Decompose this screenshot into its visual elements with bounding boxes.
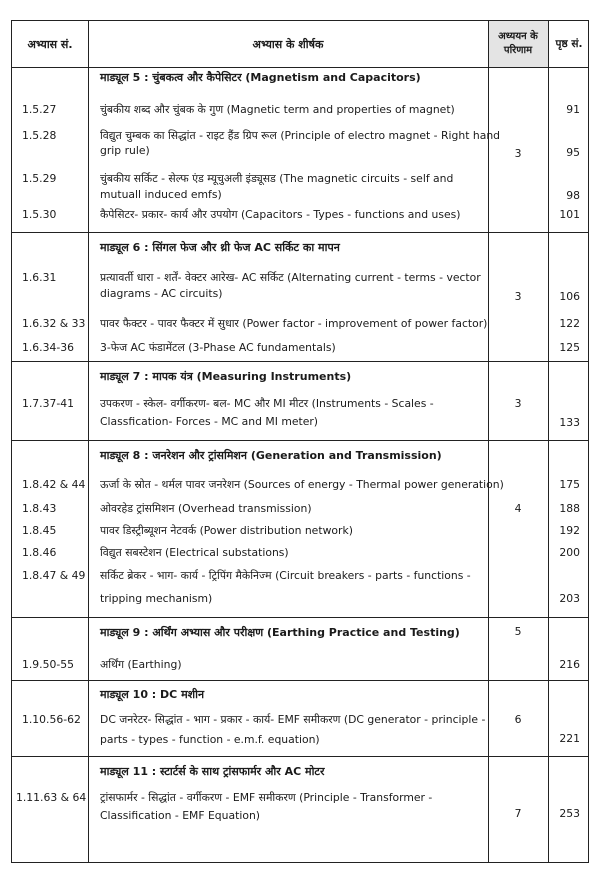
module-8-title: माड्यूल 8 : जनरेशन और ट्रांसमिशन (Generation and Transmission) xyxy=(100,449,442,462)
exercise-no: 1.9.50-55 xyxy=(22,658,74,671)
exercise-title-cont: grip rule) xyxy=(100,144,150,157)
page-number: 91 xyxy=(566,103,580,116)
exercise-title-cont: diagrams - AC circuits) xyxy=(100,287,223,300)
exercise-title-cont: tripping mechanism) xyxy=(100,592,213,605)
page-number: 203 xyxy=(559,592,580,605)
exercise-title-cont: mutuall induced emfs) xyxy=(100,188,222,201)
header-outcome-line2: परिणाम xyxy=(503,45,533,56)
exercise-no: 1.6.32 & 33 xyxy=(22,317,86,330)
learning-outcome: 3 xyxy=(514,397,522,410)
module-11-title: माड्यूल 11 : स्टार्टर्स के साथ ट्रांसफार्मर और AC मोटर xyxy=(100,765,325,778)
exercise-no: 1.11.63 & 64 xyxy=(16,791,87,804)
page-number: 122 xyxy=(559,317,580,330)
exercise-title-cont: Classification - EMF Equation) xyxy=(100,809,261,822)
learning-outcome: 7 xyxy=(514,807,522,820)
learning-outcome: 3 xyxy=(514,147,522,160)
exercise-no: 1.5.29 xyxy=(22,172,57,185)
learning-outcome: 6 xyxy=(514,713,522,726)
header-exercise-no: अभ्यास सं. xyxy=(27,37,73,51)
exercise-no: 1.5.30 xyxy=(22,208,57,221)
learning-outcome: 3 xyxy=(514,290,522,303)
page-number: 106 xyxy=(559,290,580,303)
exercise-title: प्रत्यावर्ती धारा - शर्तें- वेक्टर आरेख- AC सर्किट (Alternating current - terms - vector xyxy=(100,271,481,284)
exercise-title: चुंबकीय सर्किट - सेल्फ एंड म्यूचुअली इंड्यूसड (The magnetic circuits - self and xyxy=(100,172,454,185)
exercise-title: ऊर्जा के स्रोत - थर्मल पावर जनरेशन (Sources of energy - Thermal power generation) xyxy=(100,478,504,491)
page-number: 133 xyxy=(559,416,580,429)
exercise-title: DC जनरेटर- सिद्धांत - भाग - प्रकार - कार्य- EMF समीकरण (DC generator - principle - xyxy=(100,713,486,726)
page-number: 200 xyxy=(559,546,580,559)
page-number: 98 xyxy=(566,189,580,202)
page-number: 175 xyxy=(559,478,580,491)
exercise-no: 1.6.31 xyxy=(22,271,57,284)
header-page-no: पृष्ठ सं. xyxy=(555,38,583,50)
exercise-title: अर्थिंग (Earthing) xyxy=(100,658,182,671)
column-divider xyxy=(88,21,89,862)
learning-outcome: 5 xyxy=(514,625,522,638)
module-7-title: माड्यूल 7 : मापक यंत्र (Measuring Instruments) xyxy=(100,370,352,383)
exercise-title: उपकरण - स्केल- वर्गीकरण- बल- MC और MI मीटर (Instruments - Scales - xyxy=(100,397,434,410)
module-10-title: माड्यूल 10 : DC मशीन xyxy=(100,688,205,701)
exercise-no: 1.8.47 & 49 xyxy=(22,569,86,582)
row-divider xyxy=(12,67,588,68)
exercise-no: 1.8.46 xyxy=(22,546,57,559)
exercise-title: विद्युत सबस्टेशन (Electrical substations) xyxy=(100,546,289,559)
row-divider xyxy=(12,617,588,618)
exercise-no: 1.8.42 & 44 xyxy=(22,478,86,491)
exercise-title: 3-फेज AC फंडामेंटल (3-Phase AC fundamentals) xyxy=(100,341,336,354)
exercise-title: सर्किट ब्रेकर - भाग- कार्य - ट्रिपिंग मैकेनिज्म (Circuit breakers - parts - functions - xyxy=(100,569,471,582)
exercise-title: पावर फैक्टर - पावर फैक्टर में सुधार (Power factor - improvement of power factor) xyxy=(100,317,488,330)
row-divider xyxy=(12,232,588,233)
page-number: 188 xyxy=(559,502,580,515)
exercise-no: 1.10.56-62 xyxy=(22,713,81,726)
page-number: 95 xyxy=(566,146,580,159)
module-9-title: माड्यूल 9 : अर्थिंग अभ्यास और परीक्षण (Earthing Practice and Testing) xyxy=(100,626,460,639)
exercise-title: ओवरहेड ट्रांसमिशन (Overhead transmission) xyxy=(100,502,312,515)
exercise-title: पावर डिस्ट्रीब्यूशन नेटवर्क (Power distribution network) xyxy=(100,524,353,537)
exercise-title-cont: Classfication- Forces - MC and MI meter) xyxy=(100,415,319,428)
contents-table xyxy=(11,20,589,863)
page-number: 192 xyxy=(559,524,580,537)
page-number: 253 xyxy=(559,807,580,820)
page-number: 216 xyxy=(559,658,580,671)
row-divider xyxy=(12,361,588,362)
exercise-title: कैपेसिटर- प्रकार- कार्य और उपयोग (Capacitors - Types - functions and uses) xyxy=(100,208,461,221)
header-title: अभ्यास के शीर्षक xyxy=(252,37,324,51)
exercise-title: ट्रांसफार्मर - सिद्धांत - वर्गीकरण - EMF समीकरण (Principle - Transformer - xyxy=(100,791,433,804)
page-number: 221 xyxy=(559,732,580,745)
row-divider xyxy=(12,756,588,757)
module-5-title: माड्यूल 5 : चुंबकत्व और कैपेसिटर (Magnetism and Capacitors) xyxy=(100,71,421,84)
header-outcome-line1: अध्ययन के xyxy=(498,31,538,42)
exercise-title: विद्युत चुम्बक का सिद्धांत - राइट हैंड ग्रिप रूल (Principle of electro magnet - Right hand xyxy=(100,129,501,142)
exercise-no: 1.8.43 xyxy=(22,502,57,515)
page-number: 101 xyxy=(559,208,580,221)
exercise-title-cont: parts - types - function - e.m.f. equation) xyxy=(100,733,320,746)
exercise-no: 1.6.34-36 xyxy=(22,341,74,354)
column-divider xyxy=(488,21,489,862)
learning-outcome: 4 xyxy=(514,502,522,515)
module-6-title: माड्यूल 6 : सिंगल फेज और थ्री फेज AC सर्किट का मापन xyxy=(100,241,340,254)
exercise-no: 1.5.28 xyxy=(22,129,57,142)
exercise-no: 1.5.27 xyxy=(22,103,57,116)
row-divider xyxy=(12,440,588,441)
row-divider xyxy=(12,680,588,681)
page-number: 125 xyxy=(559,341,580,354)
exercise-no: 1.8.45 xyxy=(22,524,57,537)
header-learning-outcome xyxy=(488,21,548,67)
exercise-no: 1.7.37-41 xyxy=(22,397,74,410)
exercise-title: चुंबकीय शब्द और चुंबक के गुण (Magnetic term and properties of magnet) xyxy=(100,103,455,116)
